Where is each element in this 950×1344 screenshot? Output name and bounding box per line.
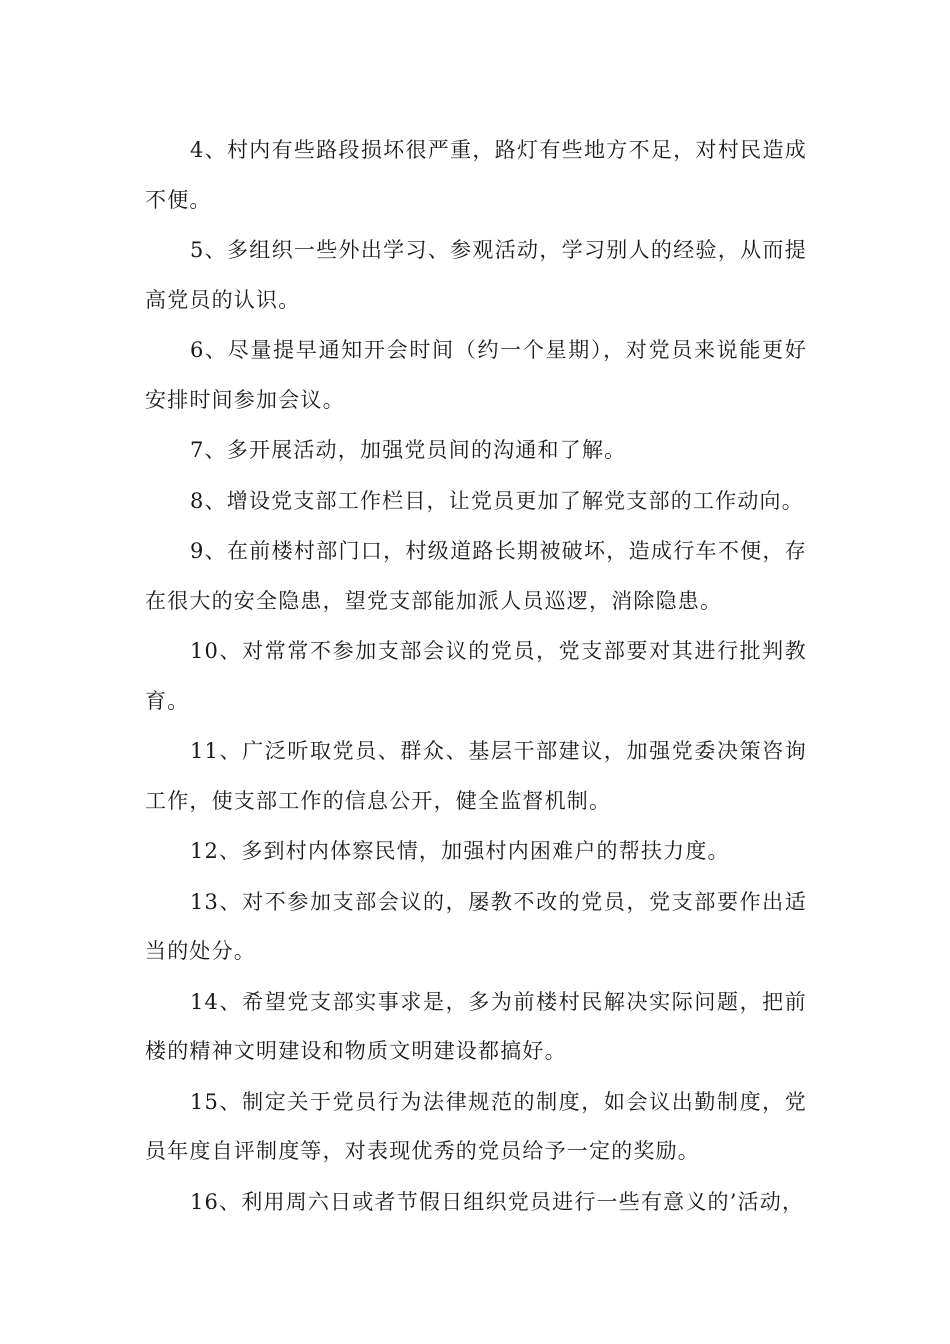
paragraph-item-12: 12、多到村内体察民情，加强村内困难户的帮扶力度。 [190, 839, 730, 863]
paragraph-item-9: 9、在前楼村部门口，村级道路长期被破坏，造成行车不便，存在很大的安全隐患，望党支部能加派人员巡逻，消除隐患。 [145, 539, 807, 613]
paragraph-item-14: 14、希望党支部实事求是，多为前楼村民解决实际问题，把前楼的精神文明建设和物质文明建设都搞好。 [145, 989, 807, 1063]
paragraph-item-11: 11、广泛听取党员、群众、基层干部建议，加强党委决策咨询工作，使支部工作的信息公开，健全监督机制。 [145, 739, 807, 813]
paragraph-item-10: 10、对常常不参加支部会议的党员，党支部要对其进行批判教育。 [145, 639, 807, 713]
paragraph-item-8: 8、增设党支部工作栏目，让党员更加了解党支部的工作动向。 [190, 488, 804, 513]
paragraph-item-7: 7、多开展活动，加强党员间的沟通和了解。 [190, 438, 627, 462]
paragraph-item-6: 6、尽量提早通知开会时间（约一个星期），对党员来说能更好安排时间参加会议。 [145, 338, 807, 412]
paragraph-item-4: 4、村内有些路段损坏很严重，路灯有些地方不足，对村民造成不便。 [145, 138, 807, 212]
document-body [145, 126, 807, 1228]
paragraph-item-5: 5、多组织一些外出学习、参观活动，学习别人的经验，从而提高党员的认识。 [145, 238, 807, 312]
paragraph-item-16: 16、利用周六日或者节假日组织党员进行一些有意义的’活动， [190, 1189, 805, 1214]
paragraph-item-15: 15、制定关于党员行为法律规范的制度，如会议出勤制度，党员年度自评制度等，对表现优秀的党员给予一定的奖励。 [145, 1089, 807, 1163]
paragraph-item-13: 13、对不参加支部会议的，屡教不改的党员，党支部要作出适当的处分。 [145, 889, 807, 963]
